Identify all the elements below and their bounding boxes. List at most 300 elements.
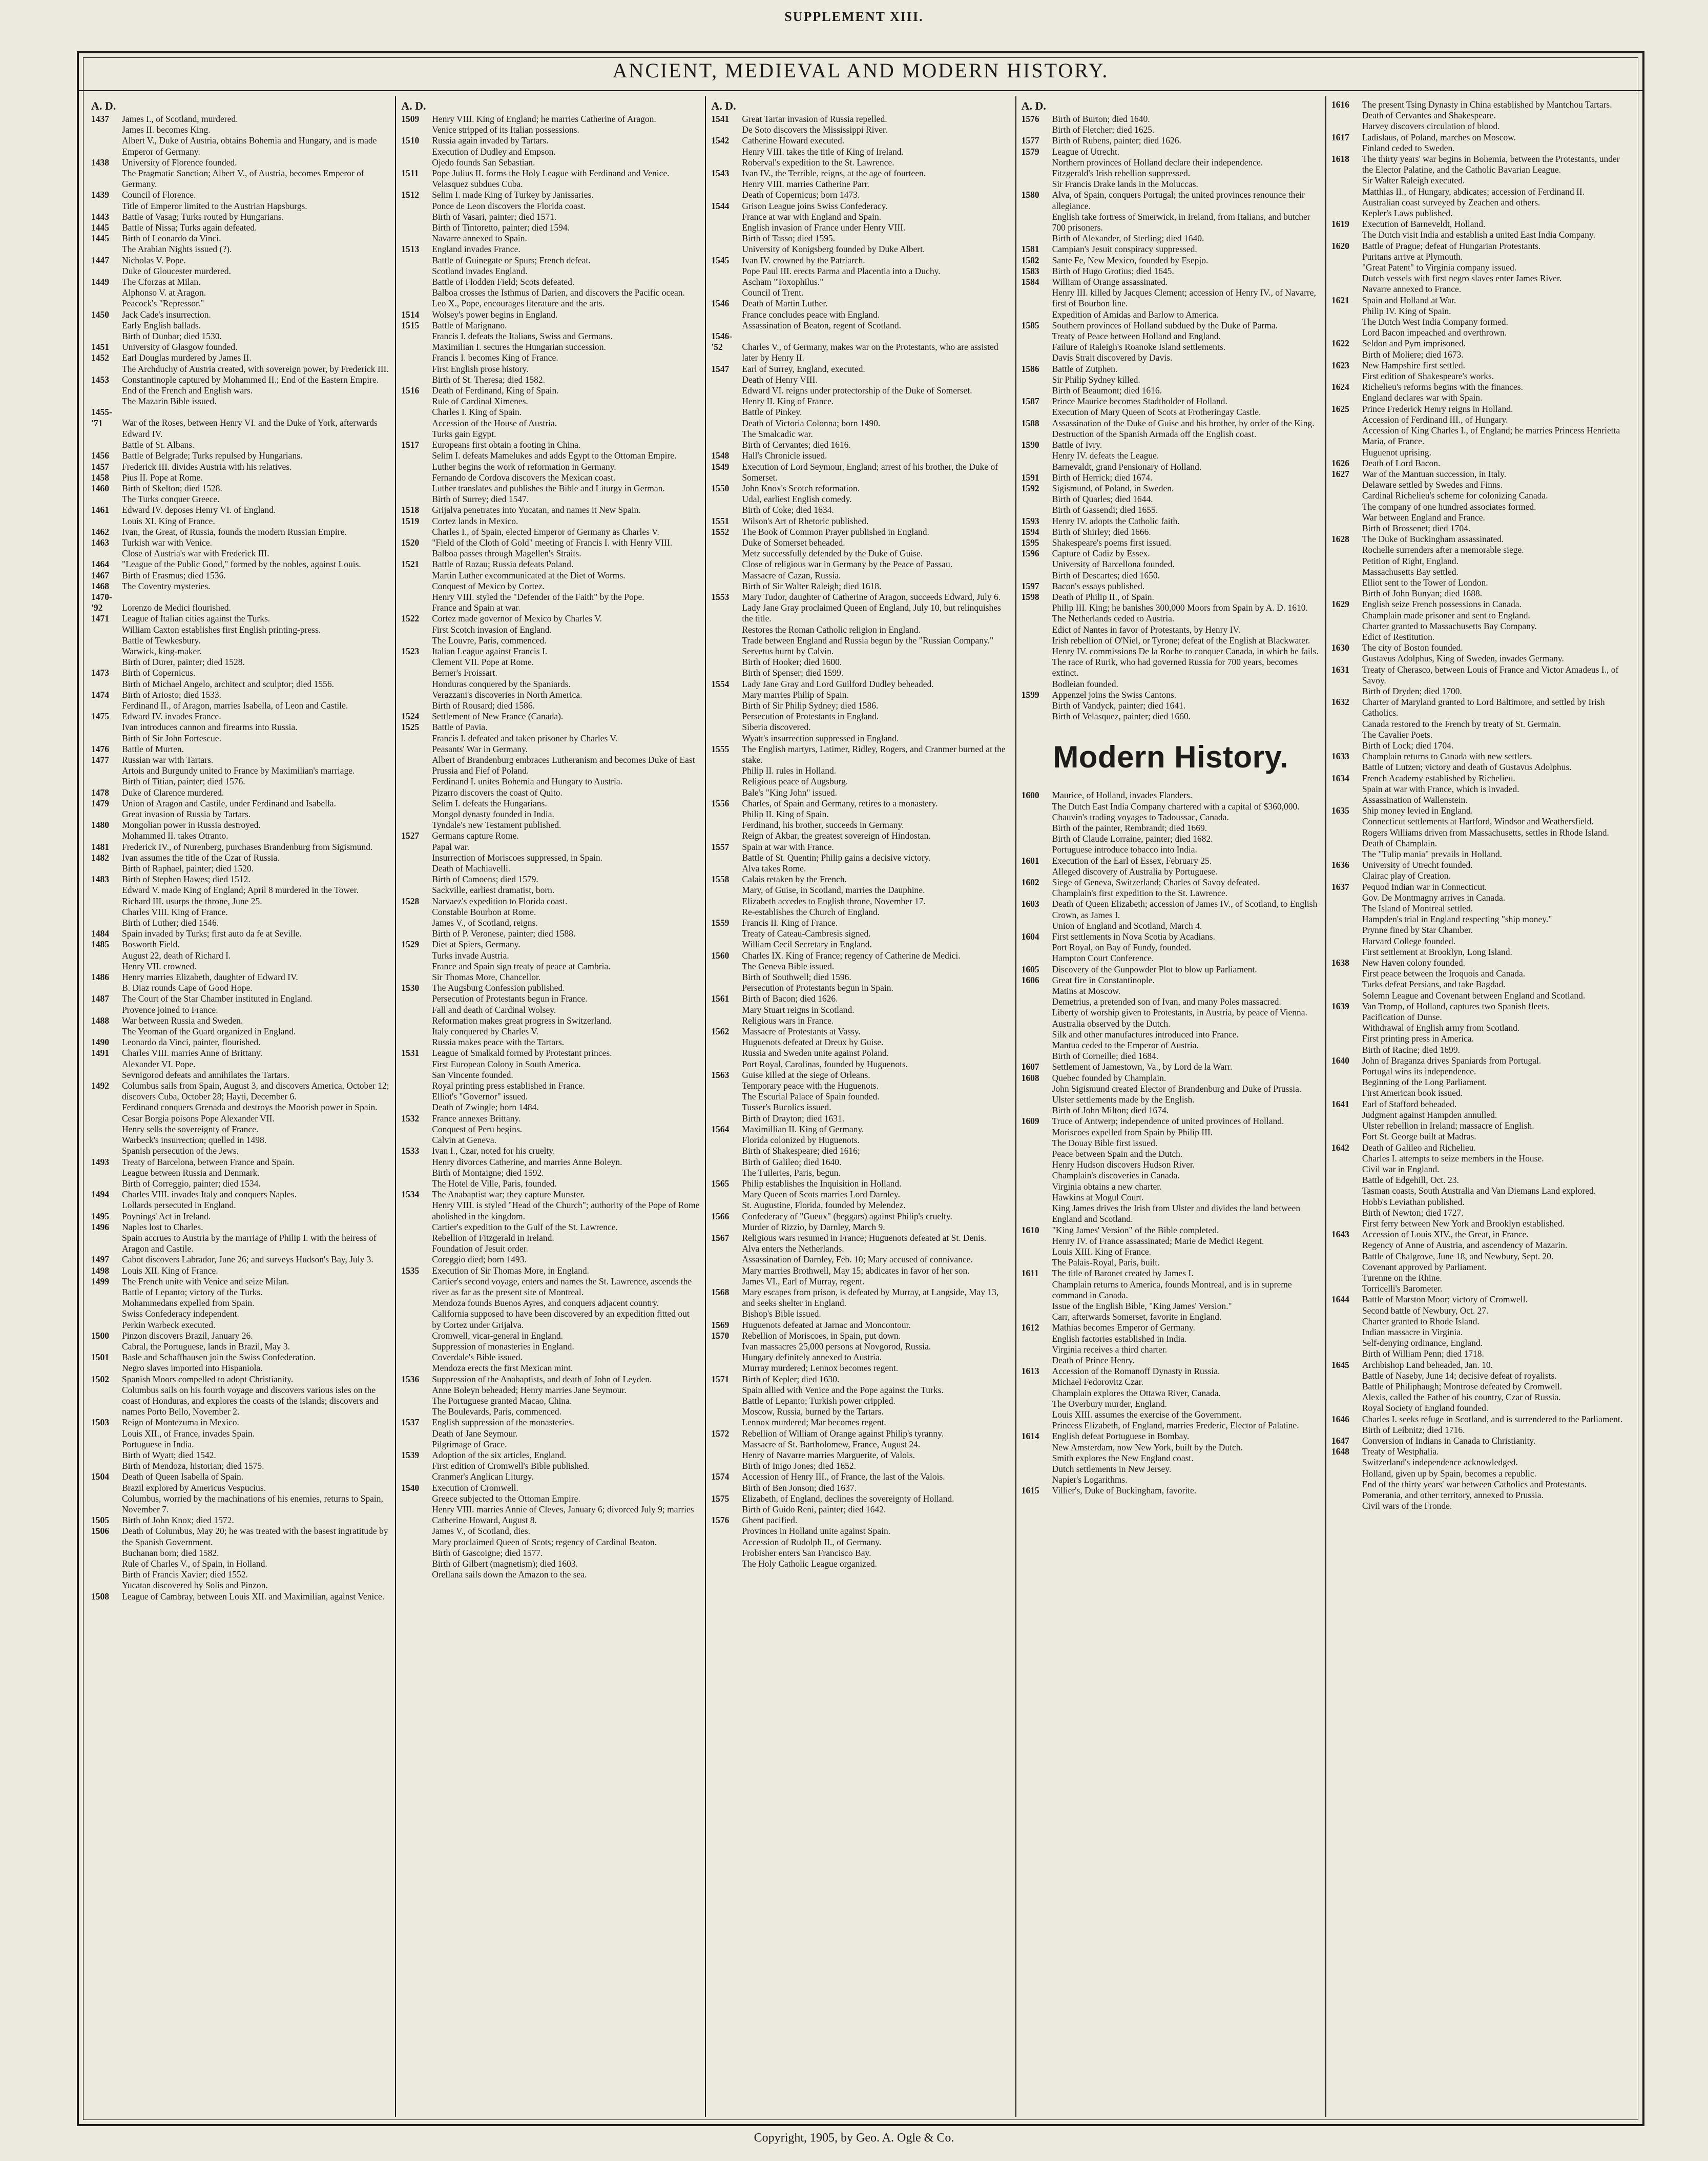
entry-text: Napier's Logarithms. [1052, 1474, 1128, 1485]
entry-text: France and Spain sign treaty of peace at Cambria. [432, 961, 611, 971]
entry-text: Bosworth Field. [122, 939, 180, 950]
entry-year: 1531 [401, 1048, 420, 1058]
entry-text: Alva takes Rome. [742, 863, 806, 874]
entry-text: Cabot discovers Labrador, June 26; and surveys Hudson's Bay, July 3. [122, 1254, 373, 1265]
entry-year: 1562 [711, 1026, 730, 1037]
entry-text: Prince Maurice becomes Stadtholder of Holland. [1052, 396, 1227, 407]
entry-year: 1447 [91, 255, 109, 265]
history-entry [711, 331, 1010, 364]
entry-text: Gov. De Montmagny arrives in Canada. [1362, 892, 1506, 903]
history-entry [1331, 317, 1630, 327]
entry-text: The Cforzas at Milan. [122, 277, 201, 287]
entry-text: Birth of Correggio, painter; died 1534. [122, 1178, 261, 1189]
history-entry [91, 1037, 390, 1048]
entry-text: Regency of Anne of Austria, and ascendency of Mazarin. [1362, 1240, 1568, 1251]
history-entry [401, 602, 700, 613]
history-entry [1331, 360, 1630, 371]
entry-text: Pequod Indian war in Connecticut. [1362, 881, 1487, 892]
history-entry [1022, 877, 1320, 888]
entry-year: 1593 [1021, 515, 1039, 526]
entry-year: 1475 [91, 711, 109, 722]
history-entry [1331, 447, 1630, 458]
entry-year: 1642 [1331, 1142, 1349, 1153]
entry-text: The Dutch West India Company formed. [1362, 317, 1508, 327]
history-entry [91, 1526, 390, 1547]
entry-text: University of Barcellona founded. [1052, 559, 1175, 570]
entry-text: Calais retaken by the French. [742, 874, 847, 885]
entry-text: Covenant approved by Parliament. [1362, 1261, 1487, 1272]
history-entry [91, 1146, 390, 1156]
entry-text: Lorenzo de Medici flourished. [122, 602, 231, 613]
history-entry [1331, 1348, 1630, 1359]
entry-text: Servetus burnt by Calvin. [742, 646, 834, 656]
history-entry [1331, 1338, 1630, 1348]
entry-text: Berner's Froissart. [432, 668, 497, 678]
entry-text: New Amsterdam, now New York, built by the Dutch. [1052, 1442, 1243, 1452]
entry-text: Henry VIII. marries Catherine Parr. [742, 179, 869, 190]
history-entry [1331, 653, 1630, 664]
entry-text: Insurrection of Moriscoes suppressed, in Spain. [432, 852, 603, 863]
entry-text: Honduras conquered by the Spaniards. [432, 678, 571, 689]
entry-text: Battle of Marston Moor; victory of Cromwell. [1362, 1294, 1528, 1305]
history-entry [711, 733, 1010, 744]
history-entry [711, 1526, 1010, 1536]
history-entry [1022, 1094, 1320, 1105]
entry-text: Reformation makes great progress in Switzerland. [432, 1015, 612, 1026]
history-entry [711, 1070, 1010, 1080]
history-entry [1331, 208, 1630, 219]
entry-text: First ferry between New York and Brooklyn established. [1362, 1218, 1565, 1229]
entry-text: Birth of Stephen Hawes; died 1512. [122, 874, 251, 885]
entry-text: Suppression of monasteries in England. [432, 1341, 574, 1352]
history-entry [1331, 892, 1630, 903]
history-entry [401, 1189, 700, 1200]
entry-text: Prynne fined by Star Chamber. [1362, 925, 1473, 936]
history-entry [91, 1548, 390, 1559]
history-entry [91, 1070, 390, 1080]
history-entry [1022, 613, 1320, 624]
entry-text: Birth of Gascoigne; died 1577. [432, 1547, 543, 1558]
entry-text: Ulster rebellion in Ireland; massacre of English. [1362, 1120, 1534, 1131]
entry-text: The Archduchy of Austria created, with sovereign power, by Frederick III. [122, 363, 389, 374]
entry-year: 1613 [1021, 1366, 1039, 1377]
entry-text: Death of Henry VIII. [742, 374, 818, 385]
history-entry [711, 809, 1010, 820]
history-entry [711, 570, 1010, 581]
entry-text: Frederick III. divides Austria with his relatives. [122, 461, 292, 472]
entry-text: Restores the Roman Catholic religion in England. [742, 624, 921, 635]
history-entry [1331, 110, 1630, 121]
entry-year: 1525 [401, 722, 420, 733]
history-entry [1022, 657, 1320, 678]
history-entry [401, 744, 700, 755]
entry-text: Mongol dynasty founded in India. [432, 809, 554, 819]
history-entry [1331, 132, 1630, 143]
history-entry [1331, 556, 1630, 567]
entry-text: Battle of Marignano. [432, 320, 507, 330]
entry-text: Cabral, the Portuguese, lands in Brazil, May 3. [122, 1341, 290, 1352]
entry-year: 1601 [1021, 855, 1039, 866]
entry-text: Alva enters the Netherlands. [742, 1243, 844, 1254]
entry-year: 1626 [1331, 458, 1349, 468]
column-1 [86, 96, 396, 2117]
entry-text: Archbishop Land beheaded, Jan. 10. [1362, 1359, 1493, 1370]
history-entry [401, 277, 700, 287]
entry-year: 1500 [91, 1330, 109, 1341]
entry-year: 1630 [1331, 642, 1349, 653]
entry-year: 1484 [91, 928, 109, 939]
history-entry [711, 863, 1010, 874]
entry-text: Birth of Montaigne; died 1592. [432, 1167, 544, 1178]
entry-text: Constable Bourbon at Rome. [432, 906, 536, 917]
entry-text: New Hampshire first settled. [1362, 360, 1466, 370]
entry-text: First English prose history. [432, 363, 529, 374]
history-entry [711, 1385, 1010, 1396]
history-entry [401, 625, 700, 635]
history-entry [711, 559, 1010, 570]
entry-text: Death of Columbus, May 20; he was treated with the basest ingratitude by the Spanish Government. [122, 1526, 388, 1547]
history-entry [711, 516, 1010, 527]
history-entry [401, 1471, 700, 1482]
history-entry [711, 1537, 1010, 1548]
entry-text: The Duke of Buckingham assassinated. [1362, 534, 1504, 545]
entry-year: 1608 [1021, 1072, 1039, 1083]
entry-text: Accession of Ferdinand III., of Hungary. [1362, 414, 1508, 425]
entry-text: The Island of Montreal settled. [1362, 903, 1473, 914]
entry-text: Death of Queen Elizabeth; accession of James IV., of Scotland, to English Crown, as James I. [1052, 899, 1318, 920]
entry-text: Campian's Jesuit conspiracy suppressed. [1052, 244, 1197, 255]
entry-text: Southern provinces of Holland subdued by the Duke of Parma. [1052, 320, 1278, 330]
entry-text: Death of Champlain. [1362, 838, 1438, 848]
entry-text: Guise killed at the siege of Orleans. [742, 1069, 870, 1080]
history-entry [1022, 975, 1320, 986]
history-entry [401, 1352, 700, 1363]
history-entry [711, 537, 1010, 548]
history-entry [91, 928, 390, 939]
entry-year: 1624 [1331, 382, 1349, 392]
entry-text: Birth of Rousard; died 1586. [432, 700, 535, 711]
entry-text: Holland, given up by Spain, becomes a republic. [1362, 1468, 1537, 1479]
entry-year: 1508 [91, 1591, 109, 1602]
entry-text: Selim I. made King of Turkey by Janissaries. [432, 190, 594, 200]
history-entry [1022, 1062, 1320, 1072]
title-divider [79, 90, 1642, 91]
history-entry [1022, 1268, 1320, 1279]
history-entry [711, 135, 1010, 146]
entry-text: Conquest of Peru begins. [432, 1124, 523, 1134]
history-entry [711, 765, 1010, 776]
entry-text: Balboa passes through Magellen's Straits. [432, 548, 581, 559]
column-4 [1016, 96, 1326, 2117]
entry-text: Battle of Prague; defeat of Hungarian Protestants. [1362, 240, 1541, 251]
history-entry [401, 201, 700, 212]
history-entry [91, 787, 390, 798]
history-entry [1331, 795, 1630, 805]
history-entry [1022, 942, 1320, 953]
entry-year: 1449 [91, 277, 109, 287]
entry-text: War between Russia and Sweden. [122, 1015, 243, 1026]
history-entry [91, 1331, 390, 1341]
history-entry [91, 907, 390, 918]
entry-text: Henry divorces Catherine, and marries Anne Boleyn. [432, 1156, 622, 1167]
history-entry [91, 244, 390, 255]
entry-text: Henry VIII. styled the "Defender of the Faith" by the Pope. [432, 591, 644, 602]
entry-text: Albert V., Duke of Austria, obtains Bohemia and Hungary, and is made Emperor of Germany. [122, 135, 377, 157]
history-entry [91, 972, 390, 983]
entry-text: Metz successfully defended by the Duke of Guise. [742, 548, 923, 559]
history-entry [1022, 440, 1320, 450]
entry-text: Birth of Newton; died 1727. [1362, 1207, 1464, 1218]
entry-year: 1511 [401, 168, 419, 179]
history-entry [91, 853, 390, 863]
history-entry [1331, 534, 1630, 545]
history-entry [1331, 1012, 1630, 1023]
entry-text: Death of Lord Bacon. [1362, 458, 1441, 468]
history-entry [401, 1037, 700, 1048]
entry-text: Battle of Pinkey. [742, 407, 802, 418]
history-entry [401, 1113, 700, 1124]
entry-text: The company of one hundred associates formed. [1362, 501, 1536, 512]
history-entry [1022, 1138, 1320, 1149]
entry-text: Russia makes peace with the Tartars. [432, 1037, 565, 1048]
entry-year: 1437 [91, 114, 109, 124]
entry-text: Francis I. defeated and taken prisoner by Charles V. [432, 733, 618, 743]
entry-year: 1640 [1331, 1055, 1349, 1066]
entry-year: 1559 [711, 918, 730, 928]
entry-text: The Louvre, Paris, commenced. [432, 635, 547, 646]
history-entry [401, 853, 700, 863]
history-entry [1022, 964, 1320, 975]
history-entry [1022, 1116, 1320, 1127]
entry-text: Battle of Belgrade; Turks repulsed by Hungarians. [122, 450, 303, 461]
entry-text: Duke of Gloucester murdered. [122, 265, 231, 276]
entry-text: English seize French possessions in Canada. [1362, 599, 1522, 610]
history-entry [91, 570, 390, 581]
entry-text: Henry IV. of France assassinated; Marie de Medici Regent. [1052, 1235, 1264, 1246]
history-entry [91, 1428, 390, 1439]
entry-text: Balboa crosses the Isthmus of Darien, and discovers the Pacific ocean. [432, 287, 685, 298]
entry-year: 1623 [1331, 360, 1349, 370]
entry-text: Henry III. killed by Jacques Clement; accession of Henry IV., of Navarre, first of Bourbon line. [1052, 287, 1316, 309]
entry-text: Foundation of Jesuit order. [432, 1243, 528, 1254]
history-entry [401, 1406, 700, 1417]
history-entry [711, 1276, 1010, 1287]
entry-text: Fall and death of Cardinal Wolsey. [432, 1004, 556, 1015]
entry-year: 1595 [1021, 537, 1039, 548]
entry-text: John Knox's Scotch reformation. [742, 483, 860, 493]
history-entry [711, 711, 1010, 722]
entry-text: Harvey discovers circulation of blood. [1362, 121, 1500, 132]
history-entry [1022, 581, 1320, 592]
entries-list [1022, 114, 1320, 722]
history-entry [401, 983, 700, 993]
entry-year: 1570 [711, 1330, 730, 1341]
history-entry [401, 494, 700, 505]
entry-text: Royal printing press established in France. [432, 1080, 585, 1091]
entry-year: 1439 [91, 190, 109, 200]
history-entry [711, 483, 1010, 494]
entry-text: Gustavus Adolphus, King of Sweden, invades Germany. [1362, 653, 1564, 664]
history-entry [1331, 490, 1630, 501]
entry-year: 1638 [1331, 958, 1349, 968]
history-entry [91, 1308, 390, 1319]
entry-text: First peace between the Iroquois and Canada. [1362, 968, 1526, 979]
entry-text: Warwick, king-maker. [122, 646, 202, 656]
history-entry [91, 277, 390, 287]
history-entry [91, 527, 390, 537]
history-entry [711, 820, 1010, 830]
history-entry [1022, 1366, 1320, 1377]
entry-text: The Yeoman of the Guard organized in England. [122, 1026, 296, 1037]
entry-text: Anne Boleyn beheaded; Henry marries Jane Seymour. [432, 1384, 627, 1395]
entry-year: 1535 [401, 1265, 420, 1276]
entry-year: 1565 [711, 1178, 730, 1189]
history-entry [401, 1102, 700, 1113]
history-entry [1331, 327, 1630, 338]
history-entry [1331, 567, 1630, 577]
entry-text: Cartier's second voyage, enters and names the St. Lawrence, ascends the river as far as the present site of Montreal. [432, 1276, 692, 1297]
history-entry [91, 407, 390, 440]
history-entry [1331, 1001, 1630, 1012]
entry-year: 1501 [91, 1352, 109, 1363]
history-entry [1331, 241, 1630, 252]
entry-text: Birth of Titian, painter; died 1576. [122, 776, 245, 787]
entry-text: Cortez lands in Mexico. [432, 515, 518, 526]
history-entry [91, 450, 390, 461]
history-entry [91, 440, 390, 450]
entry-text: Union of England and Scotland, March 4. [1052, 920, 1202, 931]
entry-text: Moscow, Russia, burned by the Tartars. [742, 1406, 884, 1417]
entry-text: Grijalva penetrates into Yucatan, and names it New Spain. [432, 505, 641, 515]
history-entry [1022, 1084, 1320, 1094]
entry-text: Orellana sails down the Amazon to the sea. [432, 1569, 587, 1580]
entry-text: Earl Douglas murdered by James II. [122, 352, 252, 363]
history-entry [401, 527, 700, 537]
history-entry [91, 1048, 390, 1058]
entry-year: 1473 [91, 668, 109, 678]
history-entry [1331, 404, 1630, 414]
entry-text: League of Italian cities against the Turks. [122, 613, 270, 624]
history-entry [401, 1548, 700, 1559]
entry-text: Spain accrues to Austria by the marriage of Philip I. with the heiress of Aragon and Castile. [122, 1232, 377, 1254]
history-entry [1331, 751, 1630, 762]
entry-text: Accession of King Charles I., of England; he marries Princess Henrietta Maria, of France. [1362, 425, 1620, 447]
history-entry [401, 1308, 700, 1330]
entry-text: Quebec founded by Champlain. [1052, 1072, 1167, 1083]
history-entry [401, 1428, 700, 1439]
entry-year: 1548 [711, 450, 730, 461]
entry-text: Clement VII. Pope at Rome. [432, 657, 534, 668]
entry-text: Charles I. seeks refuge in Scotland, and is surrendered to the Parliament. [1362, 1414, 1623, 1424]
entry-year: 1560 [711, 950, 730, 961]
entry-text: Martin Luther excommunicated at the Diet of Worms. [432, 570, 626, 580]
entry-text: Navarre annexed to France. [1362, 284, 1462, 295]
column-5 [1326, 96, 1635, 2117]
history-entry [1331, 642, 1630, 653]
entry-text: Death of Machiavelli. [432, 863, 511, 874]
entry-text: Poynings' Act in Ireland. [122, 1211, 211, 1221]
entry-text: Council of Florence. [122, 190, 196, 200]
history-entry [1022, 472, 1320, 483]
history-entry [1022, 1181, 1320, 1192]
entry-year: 1506 [91, 1526, 109, 1536]
history-entry [711, 1493, 1010, 1504]
history-entry [1022, 1431, 1320, 1442]
history-entry [401, 309, 700, 320]
entry-text: Battle of St. Albans. [122, 440, 195, 450]
history-entry [91, 212, 390, 222]
history-entry [91, 1178, 390, 1189]
entry-text: Maximillian II. King of Germany. [742, 1124, 864, 1134]
entry-year: 1550 [711, 483, 730, 493]
history-entry [1022, 1485, 1320, 1496]
history-entry [711, 1211, 1010, 1222]
history-entry [91, 1265, 390, 1276]
entry-text: Princess Elizabeth, of England, marries Frederic, Elector of Palatine. [1052, 1420, 1299, 1431]
history-entry [91, 1287, 390, 1298]
entry-text: Battle of St. Quentin; Philip gains a decisive victory. [742, 852, 931, 863]
era-label: A. D. [1021, 99, 1046, 112]
entry-text: Sigismund, of Poland, in Sweden. [1052, 483, 1174, 493]
entry-text: Great invasion of Russia by Tartars. [122, 809, 251, 819]
entry-text: Philip II. King of Spain. [742, 809, 829, 819]
entry-text: Mongolian power in Russia destroyed. [122, 820, 261, 830]
entry-text: Conquest of Mexico by Cortez. [432, 580, 545, 591]
history-entry [401, 907, 700, 918]
entry-text: Death of Jane Seymour. [432, 1428, 518, 1439]
entry-year: 1530 [401, 983, 420, 993]
entry-text: Yucatan discovered by Solis and Pinzon. [122, 1580, 268, 1591]
entry-text: Elliot sent to the Tower of London. [1362, 577, 1488, 588]
entry-text: Withdrawal of English army from Scotland. [1362, 1023, 1520, 1033]
history-entry [1331, 968, 1630, 979]
entry-text: Ponce de Leon discovers the Florida coast. [432, 200, 586, 211]
entry-text: Philip II. rules in Holland. [742, 765, 837, 776]
history-entry [91, 885, 390, 896]
entry-text: Execution of Sir Thomas More, in England. [432, 1265, 590, 1276]
history-entry [1022, 559, 1320, 570]
history-entry [401, 1254, 700, 1265]
entry-text: William Caxton establishes first English printing-press. [122, 624, 321, 635]
history-entry [401, 124, 700, 135]
history-entry [1022, 1149, 1320, 1159]
entry-text: Birth of Descartes; died 1650. [1052, 570, 1160, 580]
entry-text: Ulster settlements made by the English. [1052, 1094, 1195, 1105]
entry-text: Ferdinand I. unites Bohemia and Hungary to Austria. [432, 776, 623, 787]
history-entry [711, 853, 1010, 863]
history-entry [401, 222, 700, 233]
history-entry [91, 1363, 390, 1374]
entry-year: 1463 [91, 537, 109, 548]
entry-year: 1462 [91, 526, 109, 537]
history-entry [1331, 632, 1630, 642]
history-entry [711, 1146, 1010, 1156]
entry-year: 1482 [91, 852, 109, 863]
entry-text: Birth of William Penn; died 1718. [1362, 1348, 1484, 1359]
entry-text: Alleged discovery of Australia by Portuguese. [1052, 866, 1218, 877]
entry-year: 1455-'71 [91, 407, 112, 428]
history-entry [711, 1341, 1010, 1352]
history-entry [1331, 469, 1630, 480]
history-entry [91, 1341, 390, 1352]
entry-text: Edward IV. invades France. [122, 711, 221, 722]
history-entry [91, 1493, 390, 1515]
history-entry [401, 1233, 700, 1243]
entry-text: The Hotel de Ville, Paris, founded. [432, 1178, 557, 1189]
entry-text: Brazil explored by Americus Vespucius. [122, 1482, 266, 1493]
entry-text: Champlain's first expedition to the St. Lawrence. [1052, 888, 1227, 899]
history-entry [91, 820, 390, 830]
